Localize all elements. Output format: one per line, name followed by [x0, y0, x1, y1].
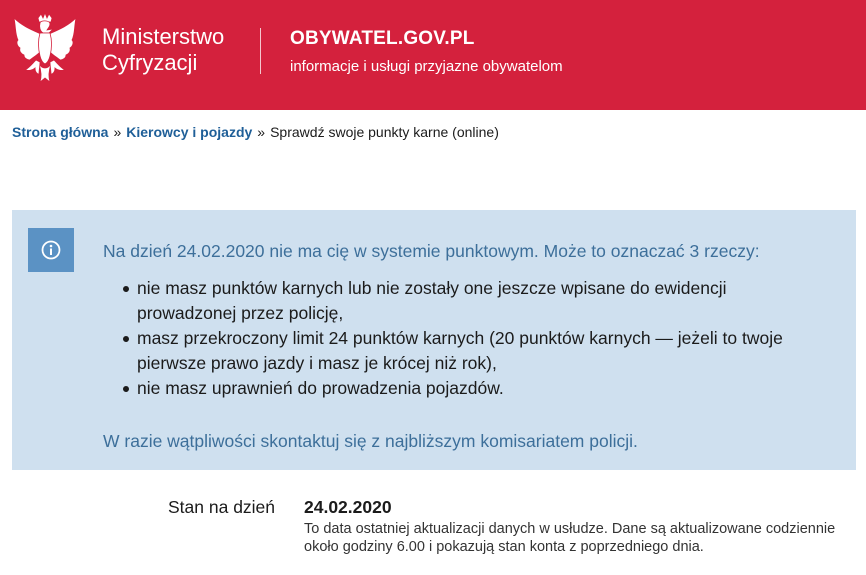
site-header — [0, 0, 866, 110]
notice-footer: W razie wątpliwości skontaktuj się z najbliższym komisariatem policji. — [103, 431, 638, 451]
ministry-line-1: Ministerstwo — [102, 24, 225, 49]
polish-eagle-emblem-icon[interactable] — [12, 12, 78, 86]
breadcrumb-link-drivers[interactable]: Kierowcy i pojazdy — [126, 124, 253, 140]
site-title-link[interactable]: OBYWATEL.GOV.PL — [290, 28, 475, 49]
breadcrumb-separator: » — [113, 124, 122, 140]
breadcrumb-link-home[interactable]: Strona główna — [12, 124, 109, 140]
site-tagline: informacje i usługi przyjazne obywatelom — [290, 58, 563, 75]
header-divider — [260, 28, 261, 74]
list-item: nie masz punktów karnych lub nie zostały one jeszcze wpisane do ewidencji prowadzonej przez policję, — [120, 276, 820, 326]
notice-list — [120, 276, 820, 401]
info-icon — [41, 240, 61, 260]
notice-lead: Na dzień 24.02.2020 nie ma cię w systemie punktowym. Może to oznaczać 3 rzeczy: — [103, 241, 760, 261]
breadcrumb-separator: » — [257, 124, 266, 140]
breadcrumb — [12, 123, 499, 141]
status-date-value: 24.02.2020 — [304, 497, 392, 517]
list-item: masz przekroczony limit 24 punktów karnych (20 punktów karnych — jeżeli to twoje pierwsze prawo jazdy i masz je krócej niż rok), — [120, 326, 820, 376]
ministry-name[interactable] — [102, 24, 224, 76]
list-item: nie masz uprawnień do prowadzenia pojazdów. — [120, 376, 820, 401]
notice-icon-box — [28, 228, 74, 272]
status-date-note: To data ostatniej aktualizacji danych w usłudze. Dane są aktualizowane codziennie około godziny 6.00 i pokazują stan konta z poprzedniego dnia. — [304, 521, 836, 555]
info-notice — [12, 210, 856, 470]
ministry-line-2: Cyfryzacji — [102, 50, 198, 75]
breadcrumb-current: Sprawdź swoje punkty karne (online) — [270, 124, 499, 140]
status-date-label: Stan na dzień — [168, 497, 276, 517]
